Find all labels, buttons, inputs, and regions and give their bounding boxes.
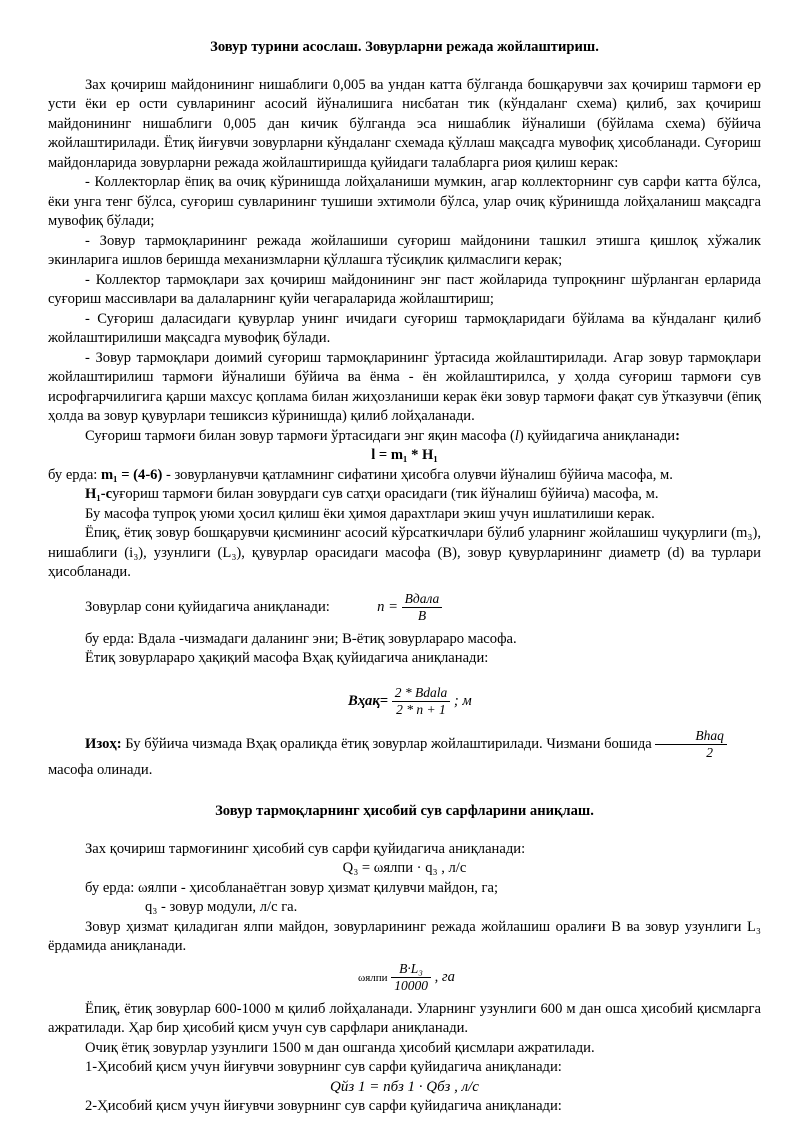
bullet-drain-network: - Зовур тармоқлари доимий суғориш тармоқларининг ўртасида жойлаштирилади. Агар зовур тармоқлари жойлаштирилиш тармоғи йўналиши бўйича ва ёнма - ён жойлаштирилса, у ҳолда суғориш тармоғи сув исрофгарчилигига қарши махсус қоплама билан жиҳозланиши керак ёки зовур тармоғи фақат сув ўтказувчи (ёпиқ ҳолда ва зовур қувурлари тешиксиз кўринишда) қилиб лойҳаланади. bbox=[48, 349, 761, 424]
section-title-2: Зовур тармоқларнинг ҳисобий сув сарфларини аниқлаш. bbox=[215, 803, 594, 819]
bullet-pipes: - Суғориш даласидаги қувурлар унинг ичидаги суғориш тармоқларидаги бўйлама ва кўндаланг қилиб жойлаштирилиши мақсадга мувофиқ бўлади. bbox=[48, 310, 761, 346]
omega-fraction: $\frac{\text{B·L₃}}{10000}$ bbox=[391, 961, 431, 994]
n-formula-line: Зовурлар сони қуйидагича аниқланади: n = $\frac{\text{Bдала}}{B}$ bbox=[48, 591, 761, 624]
omega-formula: ωялпи $\frac{\text{B·L₃}}{10000}$ , га bbox=[358, 960, 455, 993]
section-title: Зовур турини асослаш. Зовурларни режада жойлаштириш. bbox=[210, 39, 599, 55]
n-fraction: $\frac{\text{Bдала}}{B}$ bbox=[402, 591, 443, 624]
izoh-fraction: $\frac{\text{Bhaq}}{2}$ bbox=[655, 728, 727, 761]
bullet-collectors: - Коллекторлар ёпиқ ва очиқ кўринишда лойҳаланиши мумкин, агар коллекторнинг сув сарфи катта бўлса, ёки унга тенг бўлса, суғориш сувларининг тушиши эхтимоли бўлса, улар очиқ кўринишда лойҳаланиш мақсадга мувофиқ бўлади; bbox=[48, 174, 761, 229]
m1-definition: бу ерда: m₁ = (4-6) - зовурланувчи қатламнинг сифатини ҳисобга олувчи йўналиш бўйича масофа, м. bbox=[48, 466, 673, 483]
lengths-paragraph: Ёпиқ, ётиқ зовурлар 600-1000 м қилиб лойҳаланади. Уларнинг узунлиги 600 м дан ошса ҳисобий қисмларга ажратилади. Ҳар бир ҳисобий қисм учун сув сарфлари аниқланади. bbox=[48, 1000, 761, 1036]
bullet-collector-network: - Коллектор тармоқлари зах қочириш майдонининг энг паст жойларида тупроқнинг шўрланган ерларида суғориш массивлари ва далаларнинг қуйи чегараларида жойлаштириш; bbox=[48, 271, 761, 307]
document-page bbox=[48, 38, 761, 1117]
part1-paragraph: 1-Ҳисобий қисм учун йиғувчи зовурнинг сув сарфи қуйидагича аниқланади: bbox=[85, 1059, 562, 1075]
q3-definition: q₃ - зовур модули, л/с га. bbox=[145, 899, 298, 915]
bhaq-intro: Ётиқ зовурлараро ҳақиқий масофа Bҳақ қуйидагича аниқланади: bbox=[85, 650, 489, 666]
formula-l: l = m₁ * H₁ bbox=[371, 447, 438, 463]
part1-formula: Qйз 1 = nбз 1 · Qбз , л/с bbox=[330, 1078, 479, 1095]
omega-definition: бу ерда: ωялпи - ҳисобланаётган зовур ҳизмат қилувчи майдон, га; bbox=[85, 879, 499, 896]
service-area-paragraph: Зовур ҳизмат қиладиган ялпи майдон, зовурларининг режада жойлашиш оралиғи B ва зовур узунлиги L₃ ёрдамида аниқланади. bbox=[48, 918, 761, 954]
h1-definition: H₁-суғориш тармоғи билан зовурдаги сув сатҳи орасидаги (тик йўналиш бўйича) масофа, м. bbox=[85, 486, 659, 502]
bullet-placement: - Зовур тармоқларининг режада жойлашиши суғориш майдонини ташкил этишга қишлоқ хўжалик экинларига ишлов беришда механизмларни қўллашга тўсиқлик қилмаслиги керак; bbox=[48, 232, 761, 268]
length-1500-paragraph: Очиқ ётиқ зовурлар узунлиги 1500 м дан ошганда ҳисобий қисмлари ажратилади. bbox=[85, 1039, 595, 1056]
izoh-tail: масофа олинади. bbox=[48, 761, 153, 778]
bhaq-fraction: $\frac{\text{2 * Bdala}}{2 * n + 1}$ bbox=[392, 685, 451, 718]
bdala-definition: бу ерда: Bдала -чизмадаги даланинг эни; B-ётиқ зовурлараро масофа. bbox=[85, 630, 517, 647]
bhaq-formula: Bҳақ= $\frac{\text{2 * Bdala}}{2 * n + 1}$ ; м bbox=[348, 684, 472, 717]
intro-paragraph: Зах қочириш майдонининг нишаблиги 0,005 ва ундан катта бўлганда бошқарувчи зах қочириш тармоғи ер усти ёки ер ости сувларининг асосий йўналишига нисбатан тик (кўндаланг схема) қилиб, зах қочириш майдонининг нишаблиги 0,005 дан кичик бўлганда эса нишаблик йўналиши (бўйлама схема) бўйича жойлаштирилади. Ётиқ йиғувчи зовурларни кўндаланг схемада қўллаш мақсадга мувофиқ ҳисобланади. Суғориш майдонларида зовурларни режада жойлаштиришда қуйидаги талабларга риоя қилиш керак: bbox=[48, 76, 761, 171]
parameters-paragraph: Ёпиқ, ётиқ зовур бошқарувчи қисмининг асосий кўрсаткичлари бўлиб уларнинг жойлашиш чуқурлиги (m₃), нишаблиги (i₃), узунлиги (L₃), қувурлар орасидаги масофа (B), зовур қувурларининг диаметр (d) ва турлари ҳисобланади. bbox=[48, 525, 761, 580]
q-intro: Зах қочириш тармоғининг ҳисобий сув сарфи қуйидагича аниқланади: bbox=[85, 840, 526, 857]
izoh-paragraph: Изоҳ: Бу бўйича чизмада Bҳақ оралиқда ётиқ зовурлар жойлаштирилади. Чизмани бошида $\frac{\text{Bhaq}}{2}$ bbox=[48, 728, 761, 761]
soil-paragraph: Бу масофа тупроқ уюми ҳосил қилиш ёки ҳимоя дарахтлари экиш учун ишлатилиши керак. bbox=[85, 505, 655, 522]
distance-intro: Суғориш тармоғи билан зовур тармоғи ўртасидаги энг яқин масофа (l) қуйидагича аниқланади: bbox=[85, 427, 680, 444]
q-formula: Q₃ = ωялпи · q₃ , л/с bbox=[342, 860, 467, 876]
part2-paragraph: 2-Ҳисобий қисм учун йиғувчи зовурнинг сув сарфи қуйидагича аниқланади: bbox=[85, 1098, 562, 1114]
